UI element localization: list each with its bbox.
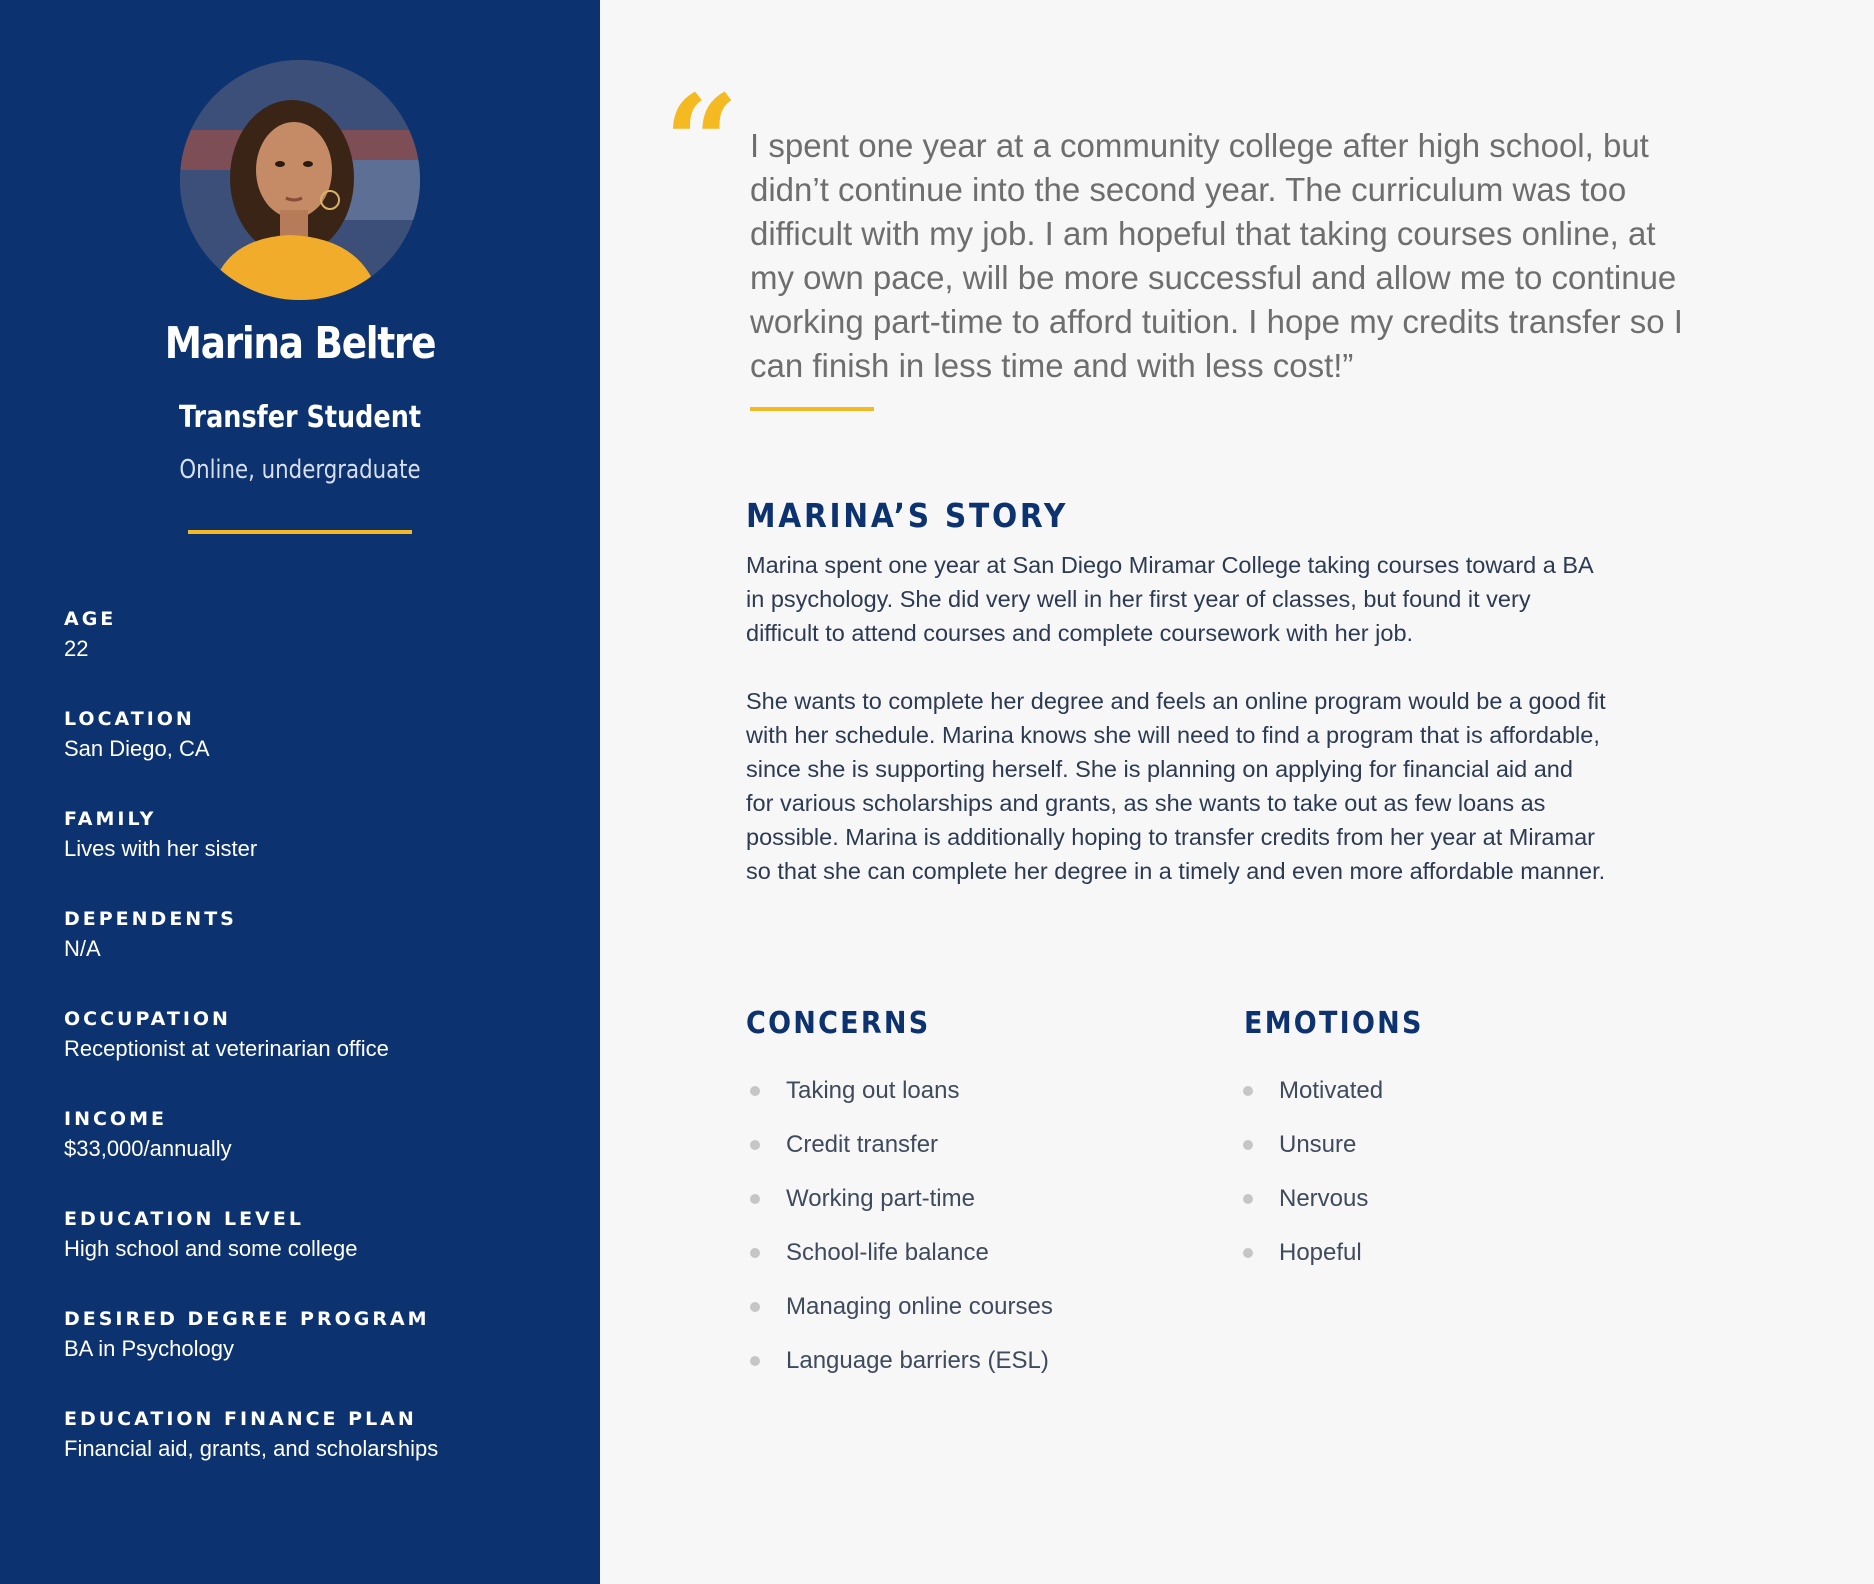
portrait-photo xyxy=(180,60,420,300)
bullet-icon xyxy=(750,1194,760,1204)
fact-occupation xyxy=(64,1008,584,1108)
list-item-text: School-life balance xyxy=(786,1239,989,1266)
list-item-text: Nervous xyxy=(1279,1185,1369,1212)
list-item xyxy=(750,1118,1220,1172)
quote-divider xyxy=(750,407,874,411)
fact-value: High school and some college xyxy=(64,1236,358,1261)
fact-label: OCCUPATION xyxy=(64,1008,231,1030)
fact-value: San Diego, CA xyxy=(64,736,210,761)
fact-label: AGE xyxy=(64,608,117,630)
list-item xyxy=(1243,1226,1713,1280)
list-item-text: Unsure xyxy=(1279,1131,1357,1158)
fact-education-level xyxy=(64,1208,584,1308)
fact-label: EDUCATION LEVEL xyxy=(64,1208,304,1230)
quote-mark-icon: “ xyxy=(664,66,739,219)
bullet-icon xyxy=(1243,1194,1253,1204)
fact-label: DEPENDENTS xyxy=(64,908,237,930)
bullet-icon xyxy=(1243,1086,1253,1096)
bullet-icon xyxy=(750,1356,760,1366)
list-item-text: Managing online courses xyxy=(786,1293,1053,1320)
list-item-text: Credit transfer xyxy=(786,1131,939,1158)
fact-value: 22 xyxy=(64,636,89,661)
fact-desired-degree xyxy=(64,1308,584,1408)
list-item xyxy=(750,1226,1220,1280)
bullet-icon xyxy=(750,1086,760,1096)
list-item xyxy=(750,1334,1220,1388)
list-item-text: Taking out loans xyxy=(786,1077,960,1104)
story-heading: MARINA’S STORY xyxy=(746,496,1069,535)
bullet-icon xyxy=(750,1140,760,1150)
fact-value: BA in Psychology xyxy=(64,1336,234,1361)
bullet-icon xyxy=(750,1248,760,1258)
concerns-list xyxy=(750,1064,1220,1388)
list-item xyxy=(1243,1172,1713,1226)
bullet-icon xyxy=(1243,1248,1253,1258)
fact-age xyxy=(64,608,584,708)
story-paragraph: She wants to complete her degree and feels an online program would be a good fit with her schedule. Marina knows she will need to find a program that is affordable, since she is supporting herself. She is planning on applying for financial aid and for various scholarships and grants, as she wants to take out as few loans as possible. Marina is additionally hoping to transfer credits from her year at Miramar so that she can complete her degree in a timely and even more affordable manner. xyxy=(746,688,1606,884)
emotions-list xyxy=(1243,1064,1713,1280)
list-item-text: Motivated xyxy=(1279,1077,1384,1104)
bullet-icon xyxy=(750,1302,760,1312)
sidebar-divider xyxy=(188,530,412,534)
fact-location xyxy=(64,708,584,808)
list-item-text: Working part-time xyxy=(786,1185,975,1212)
list-item xyxy=(1243,1118,1713,1172)
fact-finance-plan xyxy=(64,1408,584,1508)
persona-role: Transfer Student xyxy=(178,400,422,435)
bullet-icon xyxy=(1243,1140,1253,1150)
fact-value: Receptionist at veterinarian office xyxy=(64,1036,389,1061)
list-item-text: Hopeful xyxy=(1279,1239,1362,1266)
list-item xyxy=(750,1172,1220,1226)
story-paragraph: Marina spent one year at San Diego Miramar College taking courses toward a BA in psychology. She did very well in her first year of classes, but found it very difficult to attend courses and complete coursework with her job. xyxy=(746,552,1593,646)
fact-income xyxy=(64,1108,584,1208)
profile-sidebar xyxy=(0,0,600,1584)
persona-quote: I spent one year at a community college after high school, but didn’t continue into the second year. The curriculum was too difficult with my job. I am hopeful that taking courses online, at my own pace, will be more successful and allow me to continue working part-time to afford tuition. I hope my credits transfer so I can finish in less time and with less cost!” xyxy=(750,127,1683,384)
fact-value: $33,000/annually xyxy=(64,1136,232,1161)
list-item xyxy=(1243,1064,1713,1118)
fact-family xyxy=(64,808,584,908)
emotions-heading: EMOTIONS xyxy=(1244,1006,1424,1041)
persona-name: Marina Beltre xyxy=(164,318,436,369)
fact-label: DESIRED DEGREE PROGRAM xyxy=(64,1308,430,1330)
list-item xyxy=(750,1064,1220,1118)
persona-mode: Online, undergraduate xyxy=(179,455,421,485)
fact-value: N/A xyxy=(64,936,101,961)
fact-label: LOCATION xyxy=(64,708,195,730)
list-item-text: Language barriers (ESL) xyxy=(786,1347,1049,1374)
fact-label: EDUCATION FINANCE PLAN xyxy=(64,1408,417,1430)
list-item xyxy=(750,1280,1220,1334)
fact-value: Lives with her sister xyxy=(64,836,258,861)
fact-value: Financial aid, grants, and scholarships xyxy=(64,1436,439,1461)
avatar xyxy=(180,60,420,300)
story-body xyxy=(746,548,1606,888)
fact-label: FAMILY xyxy=(64,808,157,830)
fact-label: INCOME xyxy=(64,1108,167,1130)
fact-dependents xyxy=(64,908,584,1008)
concerns-heading: CONCERNS xyxy=(746,1006,931,1041)
persona-facts xyxy=(64,608,584,1508)
